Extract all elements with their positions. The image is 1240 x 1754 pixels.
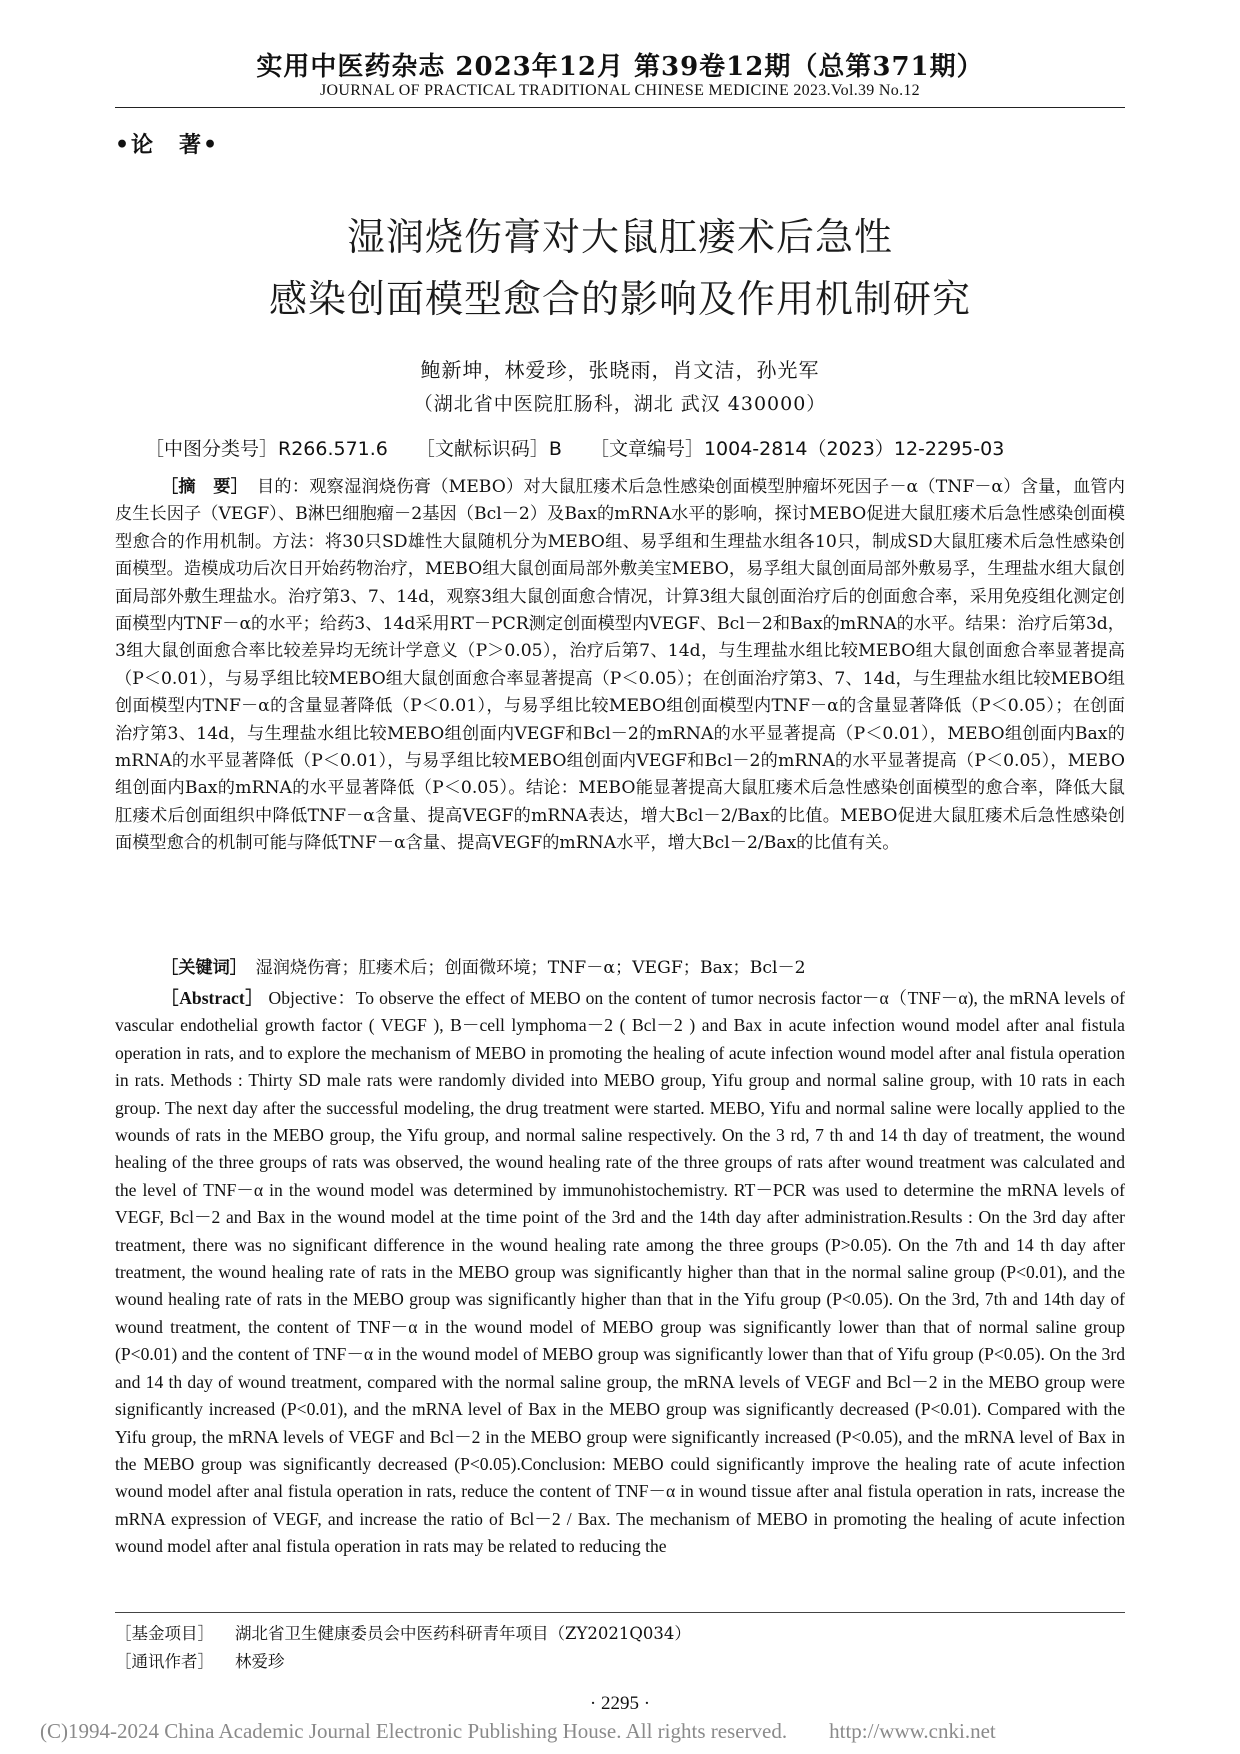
page-number: · 2295 · — [589, 1693, 651, 1714]
abstract-cn-text: 目的：观察湿润烧伤膏（MEBO）对大鼠肛瘘术后急性感染创面模型肿瘤坏死因子－α（TNF－α）含量，血管内皮生长因子（VEGF）、B淋巴细胞瘤－2基因（Bcl－2）及Bax的mRNA水平的影响，探讨MEBO促进大鼠肛瘘术后急性感染创面模型愈合的作用机制。方法：将30只SD雄性大鼠随机分为MEBO组、易孚组和生理盐水组各10只，制成SD大鼠肛瘘术后急性感染创面模型。造模成功后次日开始药物治疗，MEBO组大鼠创面局部外敷美宝MEBO，易孚组大鼠创面局部外敷易孚，生理盐水组大鼠创面局部外敷生理盐水。治疗第3、7、14d，观察3组大鼠创面愈合情况，计算3组大鼠创面治疗后的创面愈合率，采用免疫组化测定创面模型内TNF－α的水平；给药3、14d采用RT－PCR测定创面模型内VEGF、Bcl－2和Bax的mRNA的水平。结果：治疗后第3d，3组大鼠创面愈合率比较差异均无统计学意义（P＞0.05），治疗后第7、14d，与生理盐水组比较MEBO组大鼠创面愈合率显著提高（P＜0.01），与易孚组比较MEBO组大鼠创面愈合率显著提高（P＜0.05）；在创面治疗第3、7、14d，与生理盐水组比较MEBO组创面模型内TNF－α的含量显著降低（P＜0.01），与易孚组比较MEBO组创面模型内TNF－α的含量显著降低（P＜0.05）；在创面治疗第3、14d，与生理盐水组比较MEBO组创面内VEGF和Bcl－2的mRNA的水平显著提高（P＜0.01），MEBO组创面内Bax的mRNA的水平显著降低（P＜0.01），与易孚组比较MEBO组创面内VEGF和Bcl－2的mRNA的水平显著提高（P＜0.05），MEBO组创面内Bax的mRNA的水平显著降低（P＜0.05）。结论：MEBO能显著提高大鼠肛瘘术后急性感染创面模型的愈合率，降低大鼠肛瘘术后创面组织中降低TNF－α含量、提高VEGF的mRNA表达，增大Bcl－2/Bax的比值。MEBO促进大鼠肛瘘术后急性感染创面模型愈合的机制可能与降低TNF－α含量、提高VEGF的mRNA水平，增大Bcl－2/Bax的比值有关。 — [115, 477, 1125, 854]
affiliation: （湖北省中医院肛肠科，湖北 武汉 430000） — [413, 393, 827, 415]
keywords-text: 湿润烧伤膏；肛瘘术后；创面微环境；TNF－α；VEGF；Bax；Bcl－2 — [255, 958, 806, 978]
corresponding-text: 林爱珍 — [235, 1652, 285, 1671]
fund-label: ［基金项目］ — [115, 1624, 214, 1643]
classification-line — [145, 434, 1004, 461]
corresponding-label: ［通讯作者］ — [115, 1652, 214, 1671]
journal-header-en: JOURNAL OF PRACTICAL TRADITIONAL CHINESE MEDICINE 2023.Vol.39 No.12 — [320, 82, 920, 99]
header-divider — [115, 107, 1125, 108]
author-list: 鲍新坤，林爱珍，张晓雨，肖文洁，孙光军 — [420, 358, 820, 382]
footnote-divider — [115, 1612, 1125, 1613]
corresponding-author-note — [115, 1648, 285, 1672]
article-title-line-1: 湿润烧伤膏对大鼠肛瘘术后急性 — [346, 215, 893, 259]
fund-note — [115, 1620, 691, 1644]
keywords-label: ［关键词］ — [161, 958, 239, 978]
abstract-en-text: Objective：To observe the effect of MEBO on the content of tumor necrosis factor－α（TNF－α), the mRNA levels of vascular endothelial growth factor ( VEGF ), B－cell lymphoma－2 ( Bcl－2 ) and Bax in acute infection wound model after anal fistula operation in rats, and to explore the mechanism of MEBO in promoting the healing of acute infection wound model after anal fistula operation in rats. Methods : Thirty SD male rats were randomly divided into MEBO group, Yifu group and normal saline group, with 10 rats in each group. The next day after the successful modeling, the drug treatment were started. MEBO, Yifu and normal saline were locally applied to the wounds of rats in the MEBO group, the Yifu group, and normal saline respectively. On the 3 rd, 7 th and 14 th day of treatment, the wound healing of the three groups of rats was observed, the wound healing rate of the three groups of rats after wound treatment was calculated and the level of TNF－α in the wound model was determined by immunohistochemistry. RT－PCR was used to determine the mRNA levels of VEGF, Bcl－2 and Bax in the wound model at the time point of the 3rd and the 14th day after administration.Results : On the 3rd day after treatment, there was no significant difference in the wound healing rate among the three groups (P>0.05). On the 7th and 14 th day after treatment, the wound healing rate of rats in the MEBO group was significantly higher than that in the normal saline group (P<0.01), and the wound healing rate of rats in the MEBO group was significantly higher than that in the Yifu group (P<0.05). On the 3rd, 7th and 14th day of wound treatment, the content of TNF－α in the wound model of MEBO group was significantly lower than that of normal saline group (P<0.01) and the content of TNF－α in the wound model of MEBO group was significantly lower than that of Yifu group (P<0.05). On the 3rd and 14 th day of wound treatment, compared with the normal saline group, the mRNA levels of VEGF and Bcl－2 in the MEBO group were significantly increased (P<0.01), and the mRNA level of Bax in the MEBO group was significantly decreased (P<0.01). Compared with the Yifu group, the mRNA levels of VEGF and Bcl－2 in the MEBO group were significantly increased (P<0.05), and the mRNA level of Bax in the MEBO group was significantly decreased (P<0.05).Conclusion: MEBO could significantly improve the healing rate of acute infection wound model after anal fistula operation in rats, reduce the content of TNF－α in wound tissue after anal fistula operation in rats, increase the mRNA expression of VEGF, and increase the ratio of Bcl－2 / Bax. The mechanism of MEBO in promoting the healing of acute infection wound model after anal fistula operation in rats may be related to reducing the — [115, 988, 1125, 1557]
abstract-cn — [115, 474, 1125, 858]
document-code: ［文献标识码］B — [415, 438, 562, 460]
journal-header-cn: 实用中医药杂志 2023年12月 第39卷12期（总第371期） — [256, 52, 984, 82]
fund-text: 湖北省卫生健康委员会中医药科研青年项目（ZY2021Q034） — [235, 1624, 691, 1643]
keywords — [115, 953, 1125, 978]
clc-number: ［中图分类号］R266.571.6 — [145, 438, 388, 460]
copyright-watermark: (C)1994-2024 China Academic Journal Electronic Publishing House. All rights reserved. http://www.cnki.net — [40, 1719, 996, 1743]
abstract-cn-label: ［摘 要］ — [161, 477, 240, 497]
article-number: ［文章编号］1004-2814（2023）12-2295-03 — [589, 438, 1005, 460]
abstract-en — [115, 985, 1125, 1561]
abstract-en-label: ［Abstract］ — [161, 988, 264, 1008]
article-title-line-2: 感染创面模型愈合的影响及作用机制研究 — [268, 277, 971, 321]
section-tag: •论 著• — [115, 132, 220, 158]
